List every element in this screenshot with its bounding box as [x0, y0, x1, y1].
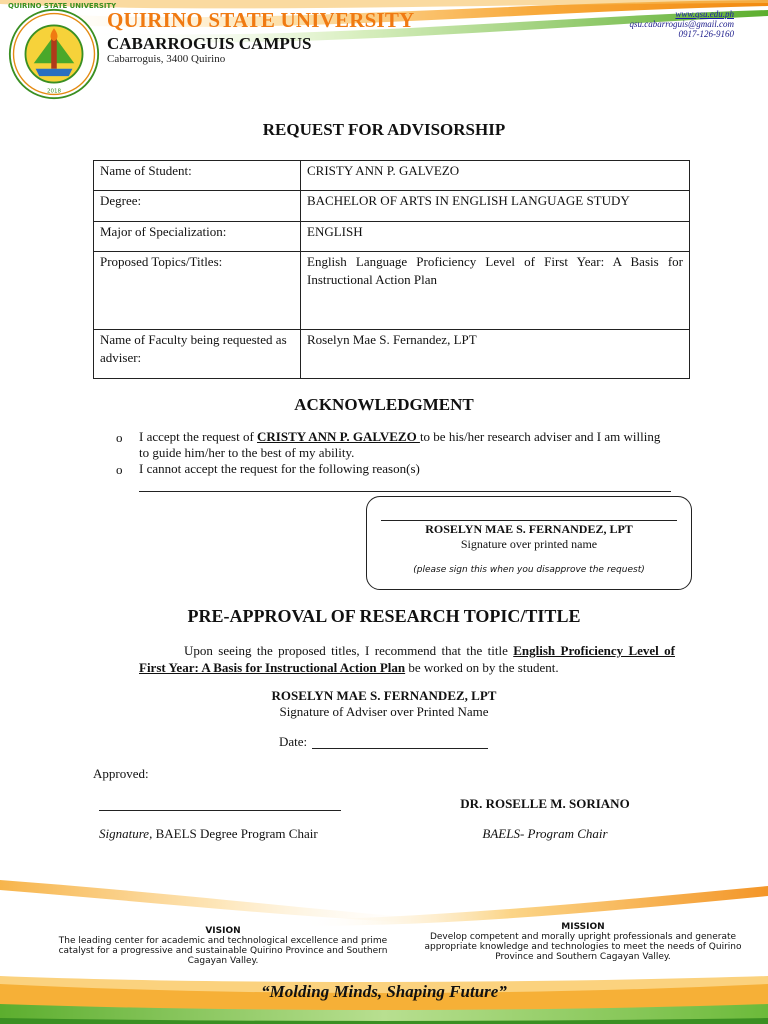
disapproval-signer-name: ROSELYN MAE S. FERNANDEZ, LPT	[425, 522, 633, 536]
row-label: Name of Student:	[94, 161, 301, 191]
preapproval-pre-text: Upon seeing the proposed titles, I recommend that the title	[184, 643, 514, 658]
row-label: Major of Specialization:	[94, 222, 301, 252]
disapproval-signature-line	[381, 520, 677, 521]
vision-text: The leading center for academic and technological excellence and prime catalyst for a progressive and sustainable Quirino Province and Southern Cagayan Valley.	[58, 936, 388, 966]
row-label: Name of Faculty being requested as adviser:	[94, 330, 301, 379]
reason-blank-line[interactable]	[139, 491, 671, 492]
email-text: qsu.cabarroguis@gmail.com	[629, 19, 734, 29]
accept-radio-bullet[interactable]: o	[116, 430, 123, 445]
request-info-table	[93, 160, 690, 379]
mission-text: Develop competent and morally upright professionals and generate appropriate knowledge and technologies to meet the needs of Quirino Province and Southern Cagayan Valley.	[424, 932, 742, 962]
date-blank-line[interactable]	[312, 748, 488, 749]
preapproval-post-text: be worked on by the student.	[405, 660, 559, 675]
vision-block	[55, 926, 391, 966]
table-row	[94, 330, 690, 379]
signature-italic: Signature,	[99, 826, 153, 841]
adviser-name: ROSELYN MAE S. FERNANDEZ, LPT	[271, 688, 497, 703]
campus-name: CABARROGUIS CAMPUS	[107, 34, 312, 53]
contact-block	[630, 9, 734, 39]
row-label: Proposed Topics/Titles:	[94, 252, 301, 330]
row-value: CRISTY ANN P. GALVEZO	[301, 161, 690, 191]
accept-statement	[139, 429, 669, 461]
preapproval-title: PRE-APPROVAL OF RESEARCH TOPIC/TITLE	[187, 606, 581, 626]
approver-signature-line[interactable]	[99, 810, 341, 811]
row-value: Roselyn Mae S. Fernandez, LPT	[301, 330, 690, 379]
student-name-underlined: CRISTY ANN P. GALVEZO	[257, 429, 420, 444]
approver-caption	[99, 826, 318, 842]
table-row	[94, 161, 690, 191]
program-chair-caption: BAELS- Program Chair	[482, 826, 608, 841]
acknowledgment-title: ACKNOWLEDGMENT	[294, 395, 474, 414]
disapproval-signer-caption: Signature over printed name	[460, 537, 598, 551]
mission-title: MISSION	[561, 922, 605, 932]
university-name: QUIRINO STATE UNIVERSITY	[107, 8, 415, 32]
disapproval-note: (please sign this when you disapprove the request)	[413, 565, 645, 575]
mission-block	[422, 922, 744, 962]
adviser-caption: Signature of Adviser over Printed Name	[279, 704, 489, 719]
program-chair-name: DR. ROSELLE M. SORIANO	[460, 796, 630, 811]
university-motto: “Molding Minds, Shaping Future”	[261, 982, 507, 1001]
decline-radio-bullet[interactable]: o	[116, 462, 123, 477]
decline-statement: I cannot accept the request for the following reason(s)	[139, 461, 420, 476]
table-row	[94, 252, 690, 330]
website-link[interactable]: www.qsu.edu.ph	[675, 9, 734, 19]
vision-title: VISION	[205, 926, 241, 936]
signature-caption-text: BAELS Degree Program Chair	[152, 826, 318, 841]
university-seal-logo	[8, 2, 117, 100]
campus-address: Cabarroguis, 3400 Quirino	[107, 53, 226, 65]
row-label: Degree:	[94, 191, 301, 222]
seal-text: QUIRINO STATE UNIVERSITY	[8, 2, 117, 10]
table-row	[94, 222, 690, 252]
seal-year: 2018	[46, 88, 62, 95]
phone-text: 0917-126-9160	[678, 29, 734, 39]
approved-label: Approved:	[93, 766, 149, 781]
row-value: BACHELOR OF ARTS IN ENGLISH LANGUAGE STUDY	[301, 191, 690, 222]
preapproval-paragraph	[139, 642, 675, 676]
row-value: English Language Proficiency Level of First Year: A Basis for Instructional Action Plan	[301, 252, 690, 330]
recommended-title: English Proficiency Level of First Year: A Basis for Instructional Action Plan	[139, 643, 676, 675]
date-label: Date:	[279, 734, 308, 749]
accept-pre-text: I accept the request of	[139, 429, 258, 444]
request-title: REQUEST FOR ADVISORSHIP	[262, 120, 506, 139]
table-row	[94, 191, 690, 222]
accept-post-text: to be his/her research adviser and I am willing to guide him/her to the best of my ability.	[139, 429, 661, 460]
row-value: ENGLISH	[301, 222, 690, 252]
